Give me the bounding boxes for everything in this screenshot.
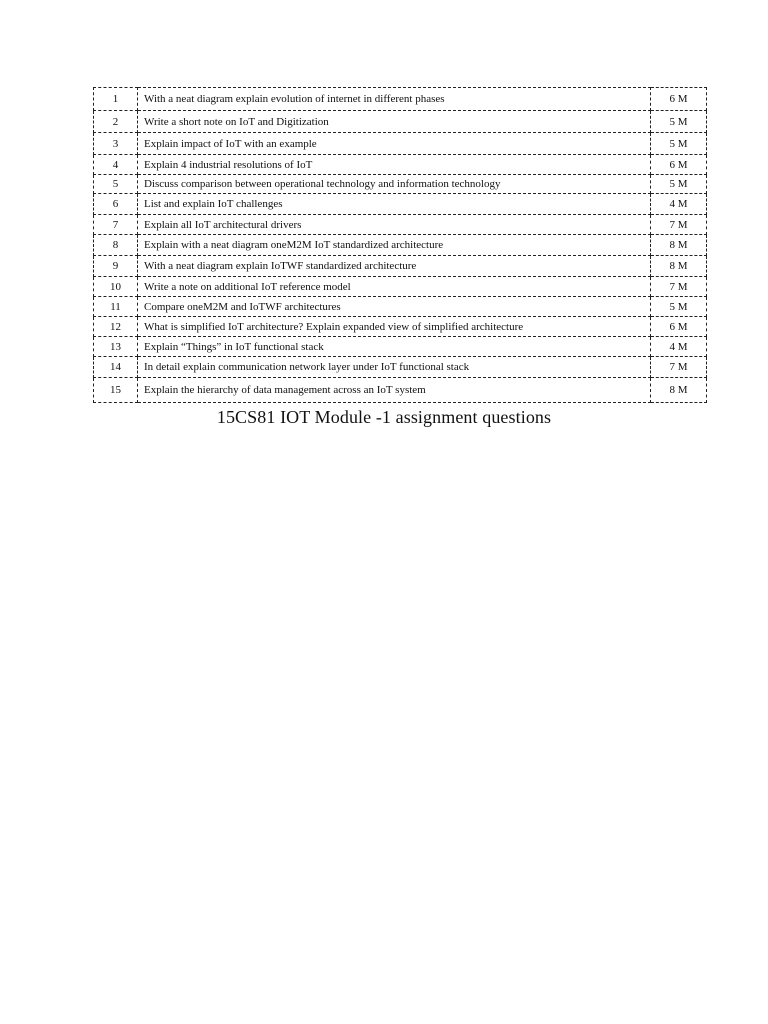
question-text: Compare oneM2M and IoTWF architectures: [138, 297, 651, 317]
question-number: 1: [94, 88, 138, 111]
table-row: [94, 357, 707, 378]
question-number: 3: [94, 133, 138, 155]
table-row: [94, 215, 707, 235]
question-marks: 8 M: [651, 235, 707, 256]
question-text: Explain all IoT architectural drivers: [138, 215, 651, 235]
question-text: List and explain IoT challenges: [138, 194, 651, 215]
table-row: [94, 256, 707, 277]
question-text: With a neat diagram explain evolution of internet in different phases: [138, 88, 651, 111]
question-text: Explain the hierarchy of data management across an IoT system: [138, 378, 651, 403]
question-number: 2: [94, 111, 138, 133]
question-marks: 5 M: [651, 133, 707, 155]
question-marks: 8 M: [651, 256, 707, 277]
question-number: 11: [94, 297, 138, 317]
question-marks: 4 M: [651, 337, 707, 357]
question-marks: 7 M: [651, 357, 707, 378]
table-row: [94, 88, 707, 111]
question-number: 4: [94, 155, 138, 175]
question-marks: 5 M: [651, 111, 707, 133]
question-marks: 5 M: [651, 175, 707, 194]
question-marks: 6 M: [651, 155, 707, 175]
question-text: Explain 4 industrial resolutions of IoT: [138, 155, 651, 175]
question-marks: 8 M: [651, 378, 707, 403]
question-number: 8: [94, 235, 138, 256]
question-number: 9: [94, 256, 138, 277]
question-marks: 7 M: [651, 277, 707, 297]
table-row: [94, 155, 707, 175]
table-row: [94, 194, 707, 215]
table-row: [94, 378, 707, 403]
question-text: Write a short note on IoT and Digitization: [138, 111, 651, 133]
table-row: [94, 235, 707, 256]
document-title: 15CS81 IOT Module -1 assignment questions: [216, 407, 552, 427]
question-text: Explain with a neat diagram oneM2M IoT standardized architecture: [138, 235, 651, 256]
question-number: 13: [94, 337, 138, 357]
table-row: [94, 317, 707, 337]
question-text: In detail explain communication network layer under IoT functional stack: [138, 357, 651, 378]
table-row: [94, 175, 707, 194]
question-marks: 4 M: [651, 194, 707, 215]
question-number: 5: [94, 175, 138, 194]
table-row: [94, 277, 707, 297]
question-number: 6: [94, 194, 138, 215]
question-text: Discuss comparison between operational technology and information technology: [138, 175, 651, 194]
question-marks: 6 M: [651, 88, 707, 111]
question-number: 12: [94, 317, 138, 337]
question-number: 10: [94, 277, 138, 297]
question-number: 15: [94, 378, 138, 403]
question-marks: 7 M: [651, 215, 707, 235]
table-row: [94, 111, 707, 133]
question-marks: 6 M: [651, 317, 707, 337]
question-text: Explain “Things” in IoT functional stack: [138, 337, 651, 357]
question-number: 7: [94, 215, 138, 235]
table-row: [94, 297, 707, 317]
questions-table: [93, 87, 707, 403]
question-text: With a neat diagram explain IoTWF standardized architecture: [138, 256, 651, 277]
question-text: What is simplified IoT architecture? Explain expanded view of simplified architecture: [138, 317, 651, 337]
question-marks: 5 M: [651, 297, 707, 317]
question-text: Explain impact of IoT with an example: [138, 133, 651, 155]
table-row: [94, 133, 707, 155]
question-text: Write a note on additional IoT reference model: [138, 277, 651, 297]
question-number: 14: [94, 357, 138, 378]
table-row: [94, 337, 707, 357]
